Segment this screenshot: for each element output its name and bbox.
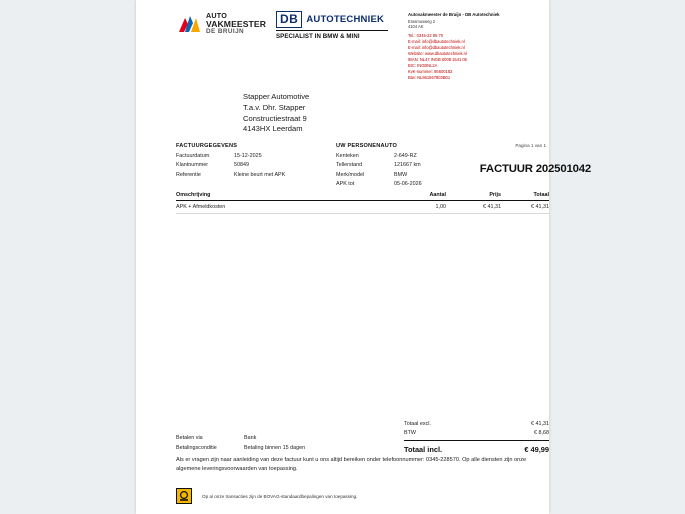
total-row-vat bbox=[404, 429, 549, 438]
bovag-icon bbox=[176, 488, 192, 504]
vehicle-detail-row bbox=[336, 180, 456, 189]
cell-total: € 41,31 bbox=[531, 204, 549, 210]
db-tagline: SPECIALIST IN BMW & MINI bbox=[276, 32, 360, 40]
payment-row bbox=[176, 434, 391, 444]
column-header-description: Omschrijving bbox=[176, 192, 211, 198]
payment-label: Betalen via bbox=[176, 435, 203, 441]
total-value: € 41,31 bbox=[531, 421, 549, 427]
company-address-line: Erasmusweg 2 bbox=[408, 18, 436, 24]
chevron-logo-icon bbox=[176, 12, 202, 36]
company-contact-line: Tel.: 0345-22 85 70 bbox=[408, 33, 444, 39]
addressee-line: 4143HX Leerdam bbox=[243, 124, 303, 134]
cell-price: € 41,31 bbox=[483, 204, 501, 210]
invoice-details-column bbox=[176, 143, 301, 180]
payment-label: Betalingsconditie bbox=[176, 444, 217, 451]
document-header bbox=[136, 0, 549, 80]
vehicle-detail-value: 2-649-RZ bbox=[394, 153, 417, 159]
footer-text: Op al onze transacties zijn de BOVAG-standaardbepalingen van toepassing. bbox=[202, 493, 358, 499]
company-contact-line: IBAN: NL47 INGB 0008 1541 05 bbox=[408, 57, 467, 63]
db-badge: DB bbox=[276, 11, 302, 28]
invoice-detail-value: Kleine beurt met APK bbox=[234, 171, 286, 178]
total-value: € 8,68 bbox=[534, 430, 549, 437]
invoice-detail-label: Factuurdatum bbox=[176, 153, 210, 159]
payment-value: Bank bbox=[244, 435, 257, 441]
vehicle-detail-label: APK tot bbox=[336, 181, 355, 188]
addressee-line: T.a.v. Dhr. Stapper bbox=[243, 102, 306, 112]
document-footer bbox=[176, 488, 546, 504]
column-header-price: Prijs bbox=[489, 192, 501, 198]
payment-block bbox=[176, 434, 391, 453]
db-logo-row bbox=[276, 11, 390, 28]
vehicle-detail-label: Tellerstand bbox=[336, 162, 363, 169]
autovakmeester-logo bbox=[176, 12, 266, 36]
invoice-detail-label: Referentie bbox=[176, 171, 201, 178]
autovakmeester-logo-text bbox=[206, 12, 266, 35]
invoice-title: FACTUUR 202501042 bbox=[479, 163, 591, 175]
invoice-detail-row bbox=[176, 152, 301, 161]
cell-quantity: 1,00 bbox=[435, 204, 446, 210]
logo-line-1: AUTO bbox=[206, 11, 228, 21]
total-label: BTW bbox=[404, 430, 416, 437]
invoice-detail-label: Klantnummer bbox=[176, 162, 209, 169]
company-contact-line: E-mail: info@dbautotechniek.nl bbox=[408, 39, 465, 45]
logo-line-2: VAKMEESTER bbox=[206, 18, 267, 29]
grand-total-value: € 49,99 bbox=[524, 444, 549, 454]
addressee-line: Stapper Automotive bbox=[243, 92, 310, 101]
company-contact-line: E-mail: info@dbautotechniek.nl bbox=[408, 45, 465, 51]
company-name: Autovakmeester de Bruijn - DB Autotechniek bbox=[408, 12, 500, 17]
table-row bbox=[176, 201, 549, 214]
invoice-detail-row bbox=[176, 171, 301, 180]
total-row-excl bbox=[404, 420, 549, 429]
payment-row bbox=[176, 444, 391, 454]
vehicle-details-heading: UW PERSONENAUTO bbox=[336, 143, 398, 149]
db-divider bbox=[276, 30, 388, 31]
company-details bbox=[408, 12, 538, 81]
db-autotechniek-logo bbox=[276, 11, 390, 40]
vehicle-details-column bbox=[336, 143, 456, 190]
cell-description: APK + Afmeldkosten bbox=[176, 204, 226, 210]
invoice-detail-value: 15-12-2025 bbox=[234, 153, 262, 159]
vehicle-detail-label: Kenteken bbox=[336, 153, 359, 159]
vehicle-detail-row bbox=[336, 152, 456, 161]
logo-line-3: DE BRUIJN bbox=[206, 27, 245, 35]
company-contact-line: Website: www.dbautotechniek.nl bbox=[408, 51, 467, 57]
invoice-note: Als er vragen zijn naar aanleiding van deze factuur kunt u ons altijd bereiken onder telefoonnummer: 0345-228570. Op alle diensten zijn onze algemene leveringsvoorwaarden van toepassing. bbox=[176, 457, 527, 472]
grand-total-label: Totaal incl. bbox=[404, 444, 443, 454]
total-row-grand bbox=[404, 440, 549, 456]
vehicle-detail-value: 121667 km bbox=[394, 162, 421, 169]
vehicle-detail-row bbox=[336, 171, 456, 180]
vehicle-detail-label: Merk/model bbox=[336, 171, 365, 178]
vehicle-detail-value: 05-06-2026 bbox=[394, 181, 422, 188]
totals-block bbox=[404, 420, 549, 456]
company-contact-line: BIC: INGBNL2A bbox=[408, 62, 438, 68]
page-indicator: Pagina 1 van 1 bbox=[515, 143, 546, 148]
total-label: Totaal excl. bbox=[404, 421, 431, 427]
invoice-page bbox=[136, 0, 591, 514]
line-items-table bbox=[176, 192, 549, 214]
vehicle-detail-value: BMW bbox=[394, 171, 408, 178]
addressee-block bbox=[243, 92, 309, 135]
column-header-quantity: Aantal bbox=[429, 192, 446, 198]
invoice-details-heading: FACTUURGEGEVENS bbox=[176, 143, 238, 149]
invoice-detail-value: 50849 bbox=[234, 162, 249, 169]
line-items-header bbox=[176, 192, 549, 201]
vehicle-detail-row bbox=[336, 161, 456, 170]
db-wordmark: AUTOTECHNIEK bbox=[306, 14, 385, 25]
company-address-line: 4104 AK bbox=[408, 24, 424, 30]
company-contact-line: KvK-nummer: 86600182 bbox=[408, 68, 453, 74]
column-header-total: Totaal bbox=[533, 192, 549, 198]
invoice-detail-row bbox=[176, 161, 301, 170]
addressee-line: Constructiestraat 9 bbox=[243, 113, 307, 123]
company-contact-line: Btw: NL861867803B01 bbox=[408, 74, 451, 80]
payment-value: Betaling binnen 15 dagen bbox=[244, 444, 306, 451]
